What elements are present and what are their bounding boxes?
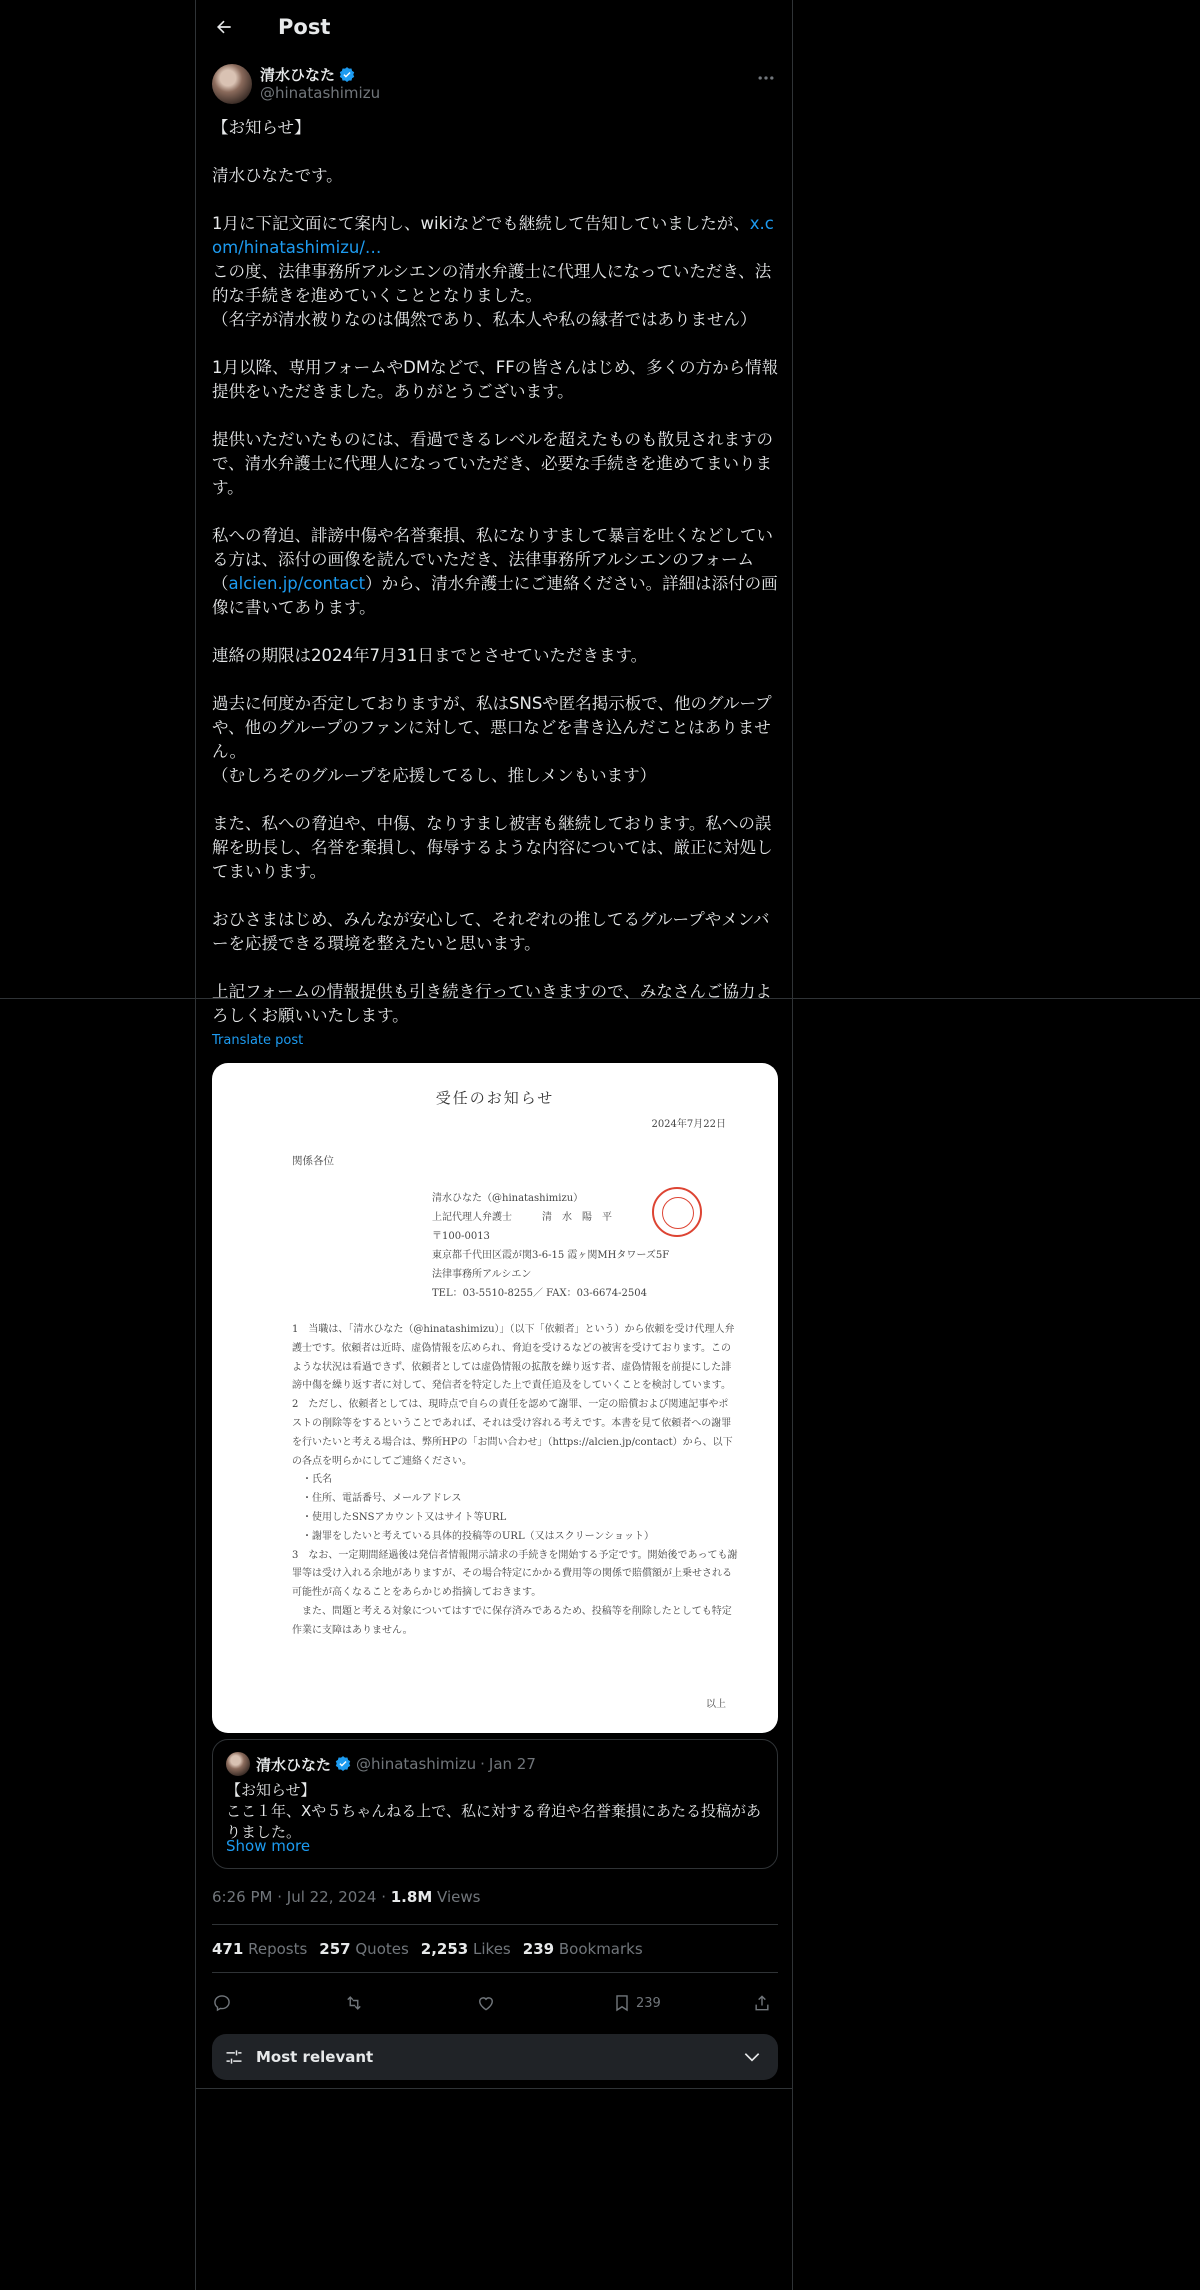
sliders-icon [224, 2047, 244, 2067]
post-text [212, 116, 780, 1028]
quoted-post[interactable] [212, 1739, 778, 1869]
share-icon [752, 1993, 772, 2013]
attached-document-image[interactable] [212, 1063, 778, 1733]
document-recipient: 関係各位 [292, 1155, 334, 1167]
sort-label: Most relevant [256, 2048, 374, 2066]
sender-line: 上記代理人弁護士 清 水 陽 平 [432, 1212, 612, 1223]
quote-handle: @hinatashimizu [356, 1755, 477, 1773]
document-paragraph: ・使用したSNSアカウント又はサイト等URL [292, 1511, 507, 1523]
contact-link[interactable]: alcien.jp/contact [228, 574, 366, 593]
divider [212, 1972, 778, 1973]
sender-line: 東京都千代田区霞が関3-6-15 霞ヶ関MHタワーズ5F [432, 1250, 670, 1261]
sort-replies-dropdown[interactable] [212, 2034, 778, 2080]
like-button[interactable] [476, 1988, 496, 2018]
post-author [212, 62, 776, 106]
divider [196, 2088, 792, 2089]
document-paragraph: ・住所、電話番号、メールアドレス [292, 1493, 462, 1505]
views-label: Views [437, 1888, 481, 1906]
post-text-part: 【お知らせ】 清水ひなたです。 1月に下記文面にて案内し、wikiなどでも継続して告知していましたが、 [212, 118, 750, 233]
repost-button[interactable] [344, 1988, 364, 2018]
document-paragraph: 2 ただし、依頼者としては、現時点で自らの責任を認めて謝罪、一定の賠償および関連記事やポストの削除等をするということであれば、それは受け容れる考えです。本書を見て依頼者への謝罪を行いたいと考える場合は、弊所HPの「お問い合わせ」（https://alcien.jp/contact）から、以下の各点を明らかにしてご連絡ください。 [292, 1399, 733, 1467]
post-date[interactable]: Jul 22, 2024 [286, 1888, 377, 1906]
reposts-stat[interactable]: 471 Reposts [212, 1940, 308, 1958]
document-end: 以上 [706, 1699, 726, 1710]
document-paragraph: 1 当職は、「清水ひなた（@hinatashimizu）」（以下「依頼者」という）から依頼を受け代理人弁護士です。依頼者は近時、虚偽情報を広められ、脅迫を受けるなどの被害を受けております。このような状況は看過できず、依頼者としては虚偽情報の拡散を繰り返す者、虚偽情報を前提にした誹謗中傷を繰り返す者に対して、発信者を特定した上で責任追及をしていくことを検討しています。 [292, 1324, 735, 1392]
engagement-stats [212, 1940, 655, 1958]
handle[interactable]: @hinatashimizu [260, 84, 381, 102]
quote-text: 【お知らせ】 ここ１年、Xや５ちゃんねる上で、私に対する脅迫や名誉棄損にあたる投稿がありました。 [226, 1781, 761, 1841]
heart-icon [476, 1993, 496, 2013]
document-body [292, 1321, 738, 1641]
document-title: 受任のお知らせ [435, 1089, 555, 1107]
seal-stamp [652, 1187, 702, 1237]
show-more-link[interactable]: Show more [226, 1837, 311, 1855]
share-button[interactable] [752, 1988, 772, 2018]
document-paragraph: 3 なお、一定期間経過後は発信者情報開示請求の手続きを開始する予定です。開始後であっても謝罪等は受け入れる余地がありますが、その場合特定にかかる費用等の関係で賠償額が上乗せされる可能性が高くなることをあらかじめ指摘しておきます。 [292, 1549, 738, 1599]
bookmark-icon [612, 1993, 632, 2013]
main-column [195, 0, 793, 2290]
sender-line: 法律事務所アルシエン [432, 1269, 532, 1280]
view-count: 1.8M [390, 1888, 433, 1906]
document-paragraph: また、問題と考える対象についてはすでに保存済みであるため、投稿等を削除したとしても特定作業に支障はありません。 [292, 1605, 732, 1636]
reply-icon [212, 1993, 232, 2013]
repost-icon [344, 1993, 364, 2013]
reply-button[interactable] [212, 1988, 232, 2018]
document-sender [432, 1189, 669, 1303]
post-time[interactable]: 6:26 PM [212, 1888, 273, 1906]
post-text-part: この度、法律事務所アルシエンの清水弁護士に代理人になっていただき、法的な手続きを進めていくこととなりました。 （名字が清水被りなのは偶然であり、私本人や私の縁者ではありません） 1月以降、専用フォームやDMなどで、FFの皆さんはじめ、多くの方から情報提供をいただきました。ありがとうございます。 提供いただいたものには、看過できるレベルを超えたものも散見されますので、清水弁護士に代理人になっていただき、必要な手続きを進めてまいります。 私への脅迫、誹謗中傷や名誉棄損、私になりすまして暴言を吐くなどしている方は、添付の画像を読んでいただき、法律事務所アルシエンのフォーム（ [212, 262, 779, 593]
chevron-down-icon [742, 2047, 762, 2067]
display-name[interactable]: 清水ひなた [260, 66, 336, 84]
verified-badge-icon [338, 66, 356, 84]
quote-avatar [226, 1752, 250, 1776]
verified-badge-icon [334, 1755, 352, 1773]
dot-separator: · [480, 1755, 485, 1773]
document-paragraph: ・謝罪をしたいと考えている具体的投稿等のURL（又はスクリーンショット） [292, 1530, 654, 1542]
quotes-stat[interactable]: 257 Quotes [319, 1940, 409, 1958]
more-options-icon[interactable] [756, 68, 776, 88]
quote-date: Jan 27 [488, 1755, 536, 1773]
action-bar [212, 1988, 780, 2018]
avatar[interactable] [212, 64, 252, 104]
back-arrow-icon[interactable] [214, 17, 234, 37]
translate-post-link[interactable]: Translate post [212, 1033, 304, 1048]
bookmark-count: 239 [636, 1995, 661, 2011]
document-paragraph: ・氏名 [292, 1474, 332, 1486]
quote-display-name: 清水ひなた [256, 1755, 332, 1774]
post-text-part: ）から、清水弁護士にご連絡ください。詳細は添付の画像に書いてあります。 連絡の期限は2024年7月31日までとさせていただきます。 過去に何度か否定しておりますが、私はSNSや匿名掲示板で、他のグループや、他のグループのファンに対して、悪口などを書き込んだことはありません。 （むしろそのグループを応援してるし、推しメンもいます） また、私への脅迫や、中傷、なりすまし被害も継続しております。私への誤解を助長し、名誉を棄損し、侮辱するような内容については、厳正に対処してまいります。 おひさまはじめ、みんなが安心して、それぞれの推してるグループやメンバーを応援できる環境を整えたいと思います。 上記フォームの情報提供も引き続き行っていきますので、みなさんご協力よろしくお願いいたします。 [212, 574, 778, 1025]
likes-stat[interactable]: 2,253 Likes [420, 1940, 511, 1958]
sender-line: TEL：03-5510-8255／ FAX：03-6674-2504 [432, 1288, 647, 1299]
sender-line: 〒100-0013 [432, 1231, 490, 1242]
sender-line: 清水ひなた（@hinatashimizu） [432, 1193, 584, 1204]
document-date: 2024年7月22日 [651, 1119, 726, 1130]
divider [212, 1924, 778, 1925]
page-title: Post [278, 14, 331, 39]
bookmarks-stat[interactable]: 239 Bookmarks [522, 1940, 643, 1958]
post-link[interactable]: x.com/hinatashimizu/… [212, 214, 774, 257]
post-meta: 6:26 PM · Jul 22, 2024 · 1.8M Views [212, 1888, 481, 1906]
bookmark-button[interactable] [612, 1988, 661, 2018]
header [196, 0, 792, 53]
